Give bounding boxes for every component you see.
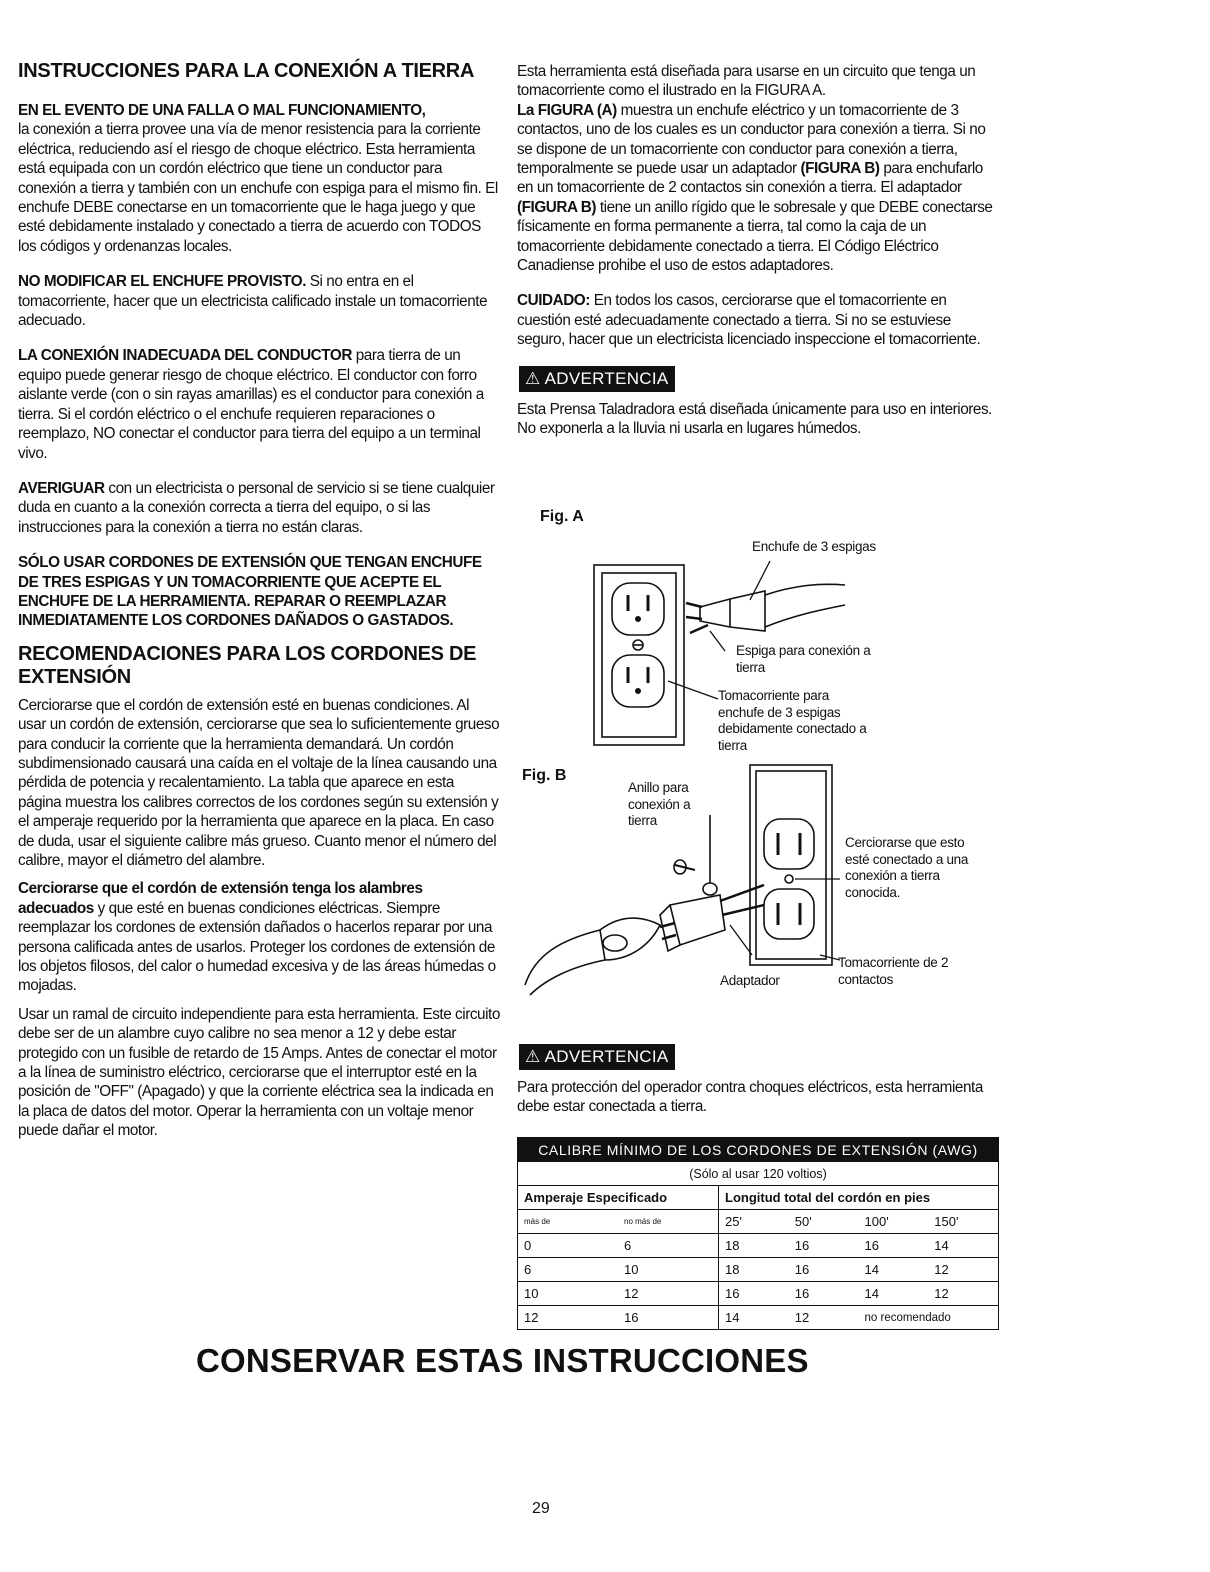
- gauge-row: [719, 1282, 998, 1306]
- ground-ring: [703, 883, 717, 895]
- length-50: 50': [794, 1214, 812, 1229]
- table-subtitle: (Sólo al usar 120 voltios): [518, 1162, 999, 1186]
- gauge-value: 16: [794, 1262, 810, 1277]
- paragraph-cord-wires: Cerciorarse que el cordón de extensión tenga los alambres adecuados y que esté en buenas condiciones eléctricas. Siempre reemplazar los cordones de extensión dañados o hacerlos reparar por una persona calificada antes de usarlos. Proteger los cordones de extensión de los objetos filosos, del calor o humedad excesiva y de las áreas húmedas o mojadas.: [18, 880, 496, 995]
- fig-b-callout-ring: Anillo para conexión a tierra: [628, 780, 691, 828]
- gauge-value: 16: [794, 1238, 810, 1253]
- gauge-value: 18: [725, 1238, 740, 1253]
- fig-a-callout-plug: Enchufe de 3 espigas: [752, 539, 876, 554]
- amperage-to: 6: [624, 1238, 632, 1253]
- gauge-row: [719, 1258, 998, 1282]
- ground-hole-top: [635, 616, 641, 622]
- gauge-row: [719, 1234, 998, 1258]
- gauge-value: 14: [864, 1262, 879, 1277]
- paragraph-cord-condition: Cerciorarse que el cordón de extensión esté en buenas condiciones. Al usar un cordón de extensión, cerciorarse que sea lo suficientemente grueso para conducir la corriente que la herramienta demandará. Un cordón subdimensionado causará una caída en el voltaje de la línea causando una pérdida de potencia y recalentamiento. La tabla que aparece en esta página muestra los calibres correctos de los cordones según su extensión y el amperaje requerido por la herramienta que aparece en la placa. En caso de duda, usar el siguiente calibre más grueso. Cuanto menor el número del calibre, mayor el diámetro del alambre.: [18, 696, 500, 869]
- length-150: 150': [934, 1214, 959, 1229]
- amperage-from: 10: [524, 1286, 539, 1301]
- amperage-cell: [518, 1210, 719, 1330]
- gauge-value: no recomendado: [864, 1311, 951, 1324]
- amperage-row: [518, 1258, 718, 1282]
- amperage-from: 12: [524, 1310, 539, 1325]
- fig-b-callout-outlet: Tomacorriente de 2 contactos: [838, 955, 949, 987]
- warning-label-1: ⚠ ADVERTENCIA: [519, 366, 675, 392]
- gauge-value: 16: [864, 1238, 879, 1253]
- fig-b-label: Fig. B: [522, 767, 567, 784]
- gauge-value: 12: [934, 1286, 949, 1301]
- amperage-to: 16: [624, 1310, 639, 1325]
- paragraph-branch-circuit: Usar un ramal de circuito independiente para esta herramienta. Este circuito debe ser de un alambre cuyo calibre no sea menor a 12 y debe estar protegido con un fusible de retardo de 15 Amps. Antes de conectar el motor a la línea de suministro eléctrico, cerciorarse que el interruptor esté en la posición de "OFF" (Apagado) y que la corriente eléctrica sea la indicada en la placa de datos del motor. Operar la herramienta con un voltaje menor puede dañar el motor.: [18, 1005, 500, 1140]
- warning-label-2: ⚠ ADVERTENCIA: [519, 1044, 675, 1070]
- amperage-to: 12: [624, 1286, 639, 1301]
- gauge-value: 14: [934, 1238, 949, 1253]
- amperage-row: [518, 1282, 718, 1306]
- adapter-body: [670, 895, 725, 945]
- outlet-bottom: [612, 655, 664, 707]
- gauge-row: [719, 1306, 998, 1330]
- footer-title: CONSERVAR ESTAS INSTRUCCIONES: [196, 1342, 809, 1379]
- page-number: 29: [532, 1500, 550, 1517]
- length-subtable: [719, 1210, 998, 1329]
- awg-table: [517, 1137, 999, 1330]
- fig-b-callout-check: Cerciorarse que esto esté conectado a una conexión a tierra conocida.: [845, 835, 969, 900]
- header-amperage: Amperaje Especificado: [518, 1186, 719, 1210]
- gauge-value: 14: [864, 1286, 879, 1301]
- fig-a-callout-outlet: Tomacorriente para enchufe de 3 espigas debidamente conectado a tierra: [718, 688, 867, 753]
- plug-b: [600, 918, 660, 960]
- amperage-to: 10: [624, 1262, 639, 1277]
- paragraph-figure-a-intro: Esta herramienta está diseñada para usarse en un circuito que tenga un tomacorriente como el ilustrado en la FIGURA A. La FIGURA (A) muestra un enchufe eléctrico y un tomacorriente de 3 contactos, uno de los cuales es un conductor para conexión a tierra. Si no se dispone de un tomacorriente con conductor para conexión a tierra, temporalmente se puede usar un adaptador (FIGURA B) para enchufarlo en un tomacorriente de 2 contactos sin conexión a tierra. El adaptador (FIGURA B) tiene un anillo rígido que le sobresale y que DEBE conectarse físicamente en forma permanente a tierra, tal como la caja de un tomacorriente debidamente conectado a tierra. El Código Eléctrico Canadiense prohibe el uso de estos adaptadores.: [517, 63, 993, 275]
- fig-a-label: Fig. A: [540, 508, 584, 525]
- gauge-value: 12: [934, 1262, 949, 1277]
- fig-b-callout-adapter: Adaptador: [720, 973, 780, 988]
- left-column: [18, 60, 500, 1157]
- length-100: 100': [864, 1214, 889, 1229]
- warning-text-2: Para protección del operador contra choques eléctricos, esta herramienta debe estar conectada a tierra.: [517, 1079, 983, 1116]
- wallplate-b: [750, 765, 832, 965]
- amperage-row: [518, 1306, 718, 1330]
- plug: [668, 561, 845, 699]
- extension-cords-heading: RECOMENDACIONES PARA LOS CORDONES DE EXTENSIÓN: [18, 642, 477, 688]
- paragraph-no-modify: NO MODIFICAR EL ENCHUFE PROVISTO. Si no entra en el tomacorriente, hacer que un electricista calificado instale un tomacorriente adecuado.: [18, 273, 488, 330]
- table-title: CALIBRE MÍNIMO DE LOS CORDONES DE EXTENSIÓN (AWG): [518, 1138, 999, 1162]
- warning-text-1: Esta Prensa Taladradora está diseñada únicamente para uso en interiores. No exponerla a la lluvia ni usarla en lugares húmedos.: [517, 400, 992, 438]
- paragraph-three-prong: SÓLO USAR CORDONES DE EXTENSIÓN QUE TENGAN ENCHUFE DE TRES ESPIGAS Y UN TOMACORRIENTE QUE ACEPTE EL ENCHUFE DE LA HERRAMIENTA. REPARAR O REEMPLAZAR INMEDIATAMENTE LOS CORDONES DAÑADOS O GASTADOS.: [18, 554, 482, 630]
- gauge-value: 18: [725, 1262, 740, 1277]
- outlet-top: [612, 583, 664, 635]
- paragraph-malfunction: EN EL EVENTO DE UNA FALLA O MAL FUNCIONAMIENTO, la conexión a tierra provee una vía de menor resistencia para la corriente eléctrica, reduciendo así el riesgo de choque eléctrico. Esta herramienta está equipada con un cordón eléctrico que tiene un conductor para conexión a tierra y también con un enchufe con espiga para el mismo fin. El enchufe DEBE conectarse en un tomacorriente que le haga juego y que esté debidamente instalado y conectado a tierra de acuerdo con TODOS los códigos y ordenanzas locales.: [18, 102, 498, 255]
- figure-b-illustration: [520, 755, 840, 1000]
- amperage-from: 0: [524, 1238, 532, 1253]
- right-column: [517, 62, 997, 455]
- paragraph-check-electrician: AVERIGUAR con un electricista o personal de servicio si se tiene cualquier duda en cuanto a la conexión correcta a tierra del equipo, o si las instrucciones para la conexión a tierra no están claras.: [18, 479, 495, 536]
- length-25: 25': [725, 1214, 742, 1229]
- paragraph-improper-connection: LA CONEXIÓN INADECUADA DEL CONDUCTOR para tierra de un equipo puede generar riesgo de choque eléctrico. El conductor con forro aislante verde (con o sin rayas amarillas) es el conductor para conexión a tierra. Si el cordón eléctrico o el enchufe requieren reparaciones o reemplazo, NO conectar el conductor para tierra del equipo a un terminal vivo.: [18, 347, 484, 462]
- amperage-from: 6: [524, 1262, 532, 1277]
- warning-block-2: [517, 1044, 997, 1133]
- sub-more-than: más de: [524, 1217, 551, 1226]
- outlet-b-bottom: [764, 889, 814, 939]
- gauge-value: 12: [794, 1310, 810, 1325]
- paragraph-caution: CUIDADO: En todos los casos, cerciorarse que el tomacorriente en cuestión esté adecuadamente conectado a tierra. Si no se estuviese seguro, hacer que un electricista licenciado inspeccione el tomacorriente.: [517, 292, 981, 349]
- gauge-value: 16: [725, 1286, 740, 1301]
- gauge-value: 16: [794, 1286, 810, 1301]
- sub-not-more-than: no más de: [624, 1217, 662, 1226]
- header-length: Longitud total del cordón en pies: [719, 1186, 999, 1210]
- length-cell: [719, 1210, 999, 1330]
- gauge-value: 14: [725, 1310, 740, 1325]
- outlet-b-top: [764, 819, 814, 869]
- amperage-subtable: [518, 1210, 718, 1329]
- grounding-heading: INSTRUCCIONES PARA LA CONEXIÓN A TIERRA: [18, 60, 475, 82]
- fig-a-callout-pin: Espiga para conexión a tierra: [736, 643, 871, 675]
- amperage-row: [518, 1234, 718, 1258]
- ground-hole-bottom: [635, 688, 641, 694]
